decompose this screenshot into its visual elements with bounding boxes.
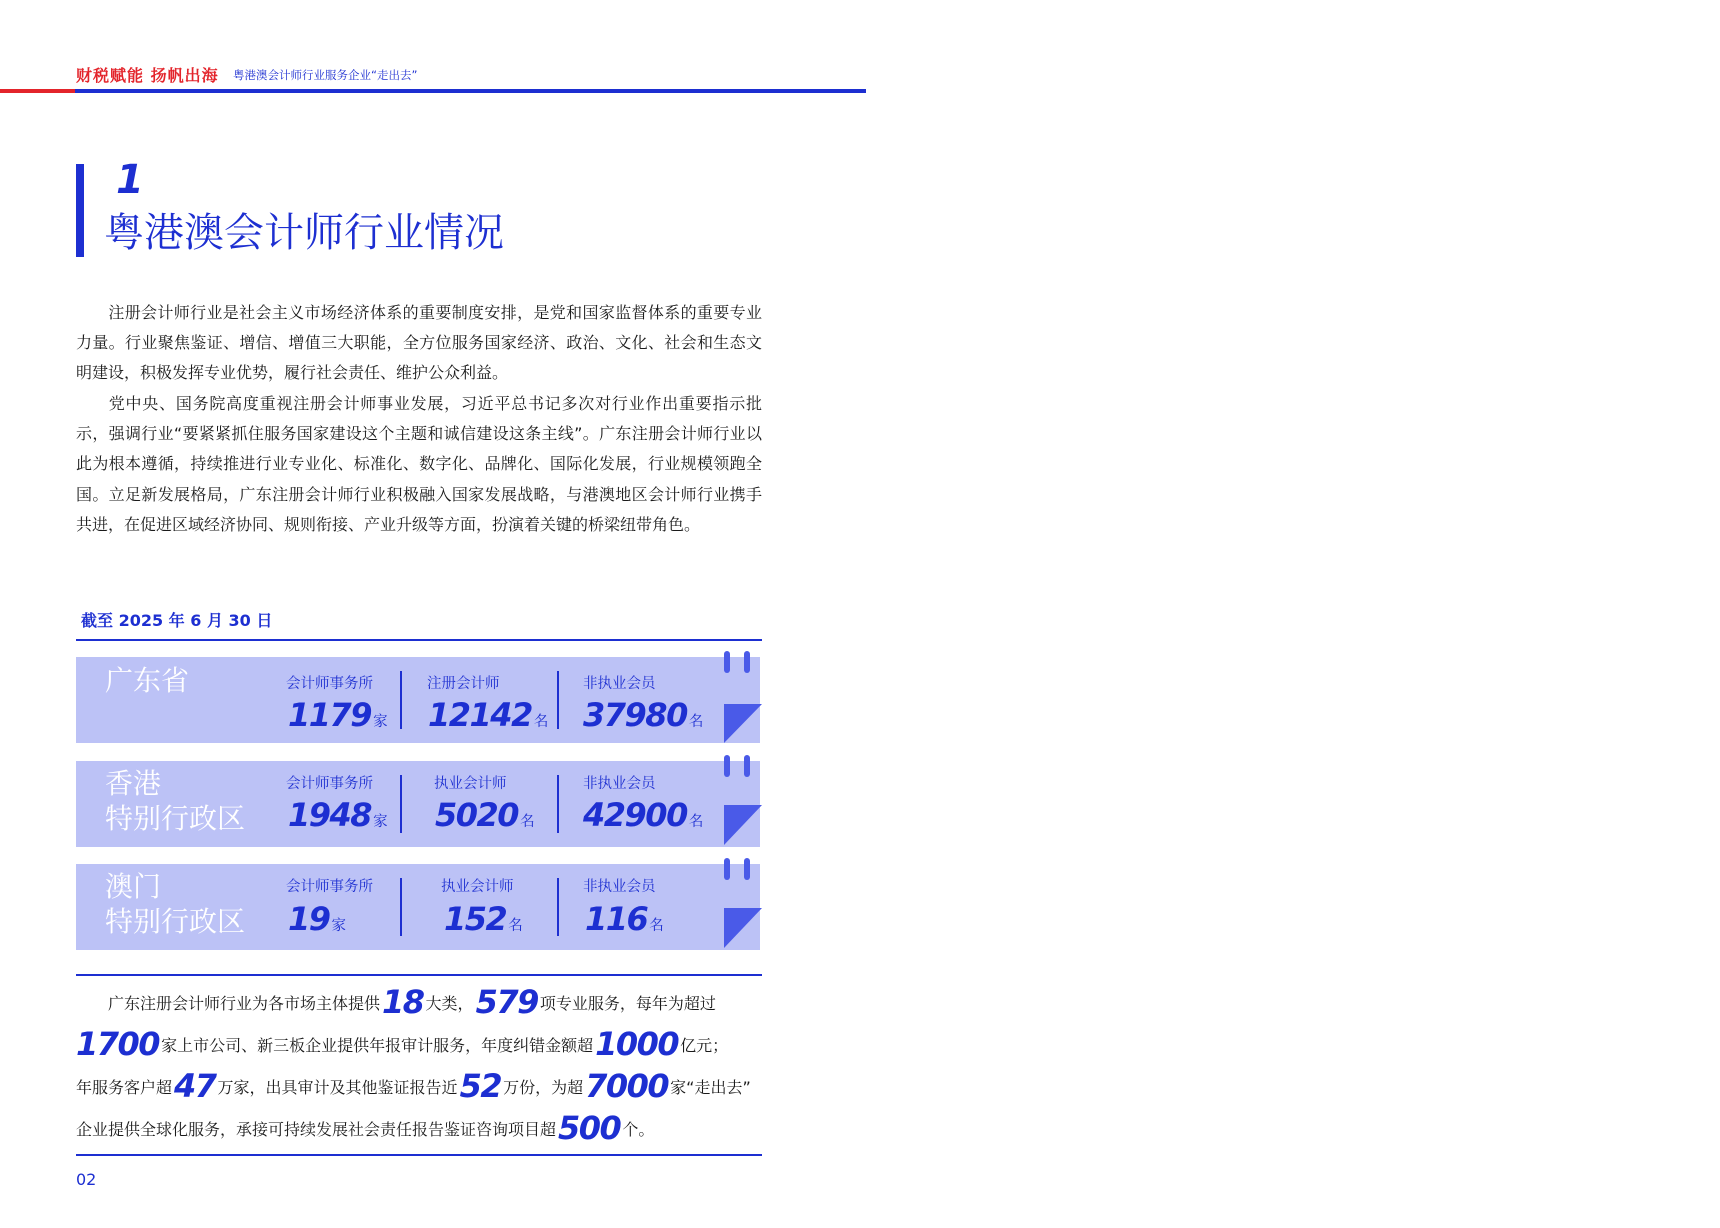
highlight-number: 47 [174, 1067, 216, 1105]
region-name-guangdong: 广东省 [105, 664, 190, 697]
stat-label: 非执业会员 [583, 676, 656, 692]
stat-divider [557, 775, 559, 833]
stat-value: 42900 名 [583, 796, 704, 834]
stat-label: 非执业会员 [583, 776, 656, 792]
paragraph-1-text: 注册会计师行业是社会主义市场经济体系的重要制度安排，是党和国家监督体系的重要专业力量。行业聚焦鉴证、增信、增值三大职能，全方位服务国家经济、政治、文化、社会和生态文明建设，积极发挥专业优势，履行社会责任、维护公众利益。 [76, 303, 762, 383]
summary-line-1: 广东注册会计师行业为各市场主体提供18 大类，579 项专业服务，每年为超过 [108, 983, 716, 1021]
paragraph-1 [76, 298, 762, 389]
summary-line-2: 1700 家上市公司、新三板企业提供年报审计服务，年度纠错金额超1000 亿元； [76, 1025, 729, 1063]
summary-line-4: 企业提供全球化服务，承接可持续发展社会责任报告鉴证咨询项目超500 个。 [76, 1109, 655, 1147]
highlight-number: 579 [475, 983, 538, 1021]
section-accent-bar [76, 164, 84, 257]
highlight-number: 52 [459, 1067, 502, 1105]
stats-as-of-date: 截至 2025 年 6 月 30 日 [81, 611, 273, 630]
header-blue-rule [75, 89, 866, 93]
summary-top-rule [76, 974, 762, 976]
stat-value: 12142 名 [428, 696, 549, 734]
stat-divider [557, 671, 559, 729]
highlight-number: 7000 [585, 1067, 669, 1105]
stat-label: 会计师事务所 [286, 879, 373, 895]
highlight-number: 1700 [76, 1025, 160, 1063]
stats-top-rule [76, 639, 762, 641]
highlight-number: 1000 [595, 1025, 679, 1063]
page-number: 02 [76, 1170, 97, 1189]
section-number: 1 [116, 157, 144, 203]
stat-label: 执业会计师 [434, 776, 507, 792]
stat-value: 1948 家 [288, 796, 388, 834]
stat-value: 116 名 [585, 900, 664, 938]
stat-divider [400, 671, 402, 729]
stat-divider [400, 775, 402, 833]
region-name-hongkong-line1: 香港 [105, 767, 162, 800]
paragraph-2-text: 党中央、国务院高度重视注册会计师事业发展，习近平总书记多次对行业作出重要指示批示，强调行业“要紧紧抓住服务国家建设这个主题和诚信建设这条主线”。广东注册会计师行业以此为根本遵循，持续推进行业专业化、标准化、数字化、品牌化、国际化发展，行业规模领跑全国。立足新发展格局，广东注册会计师行业积极融入国家发展战略，与港澳地区会计师行业携手共进，在促进区域经济协同、规则衔接、产业升级等方面，扮演着关键的桥梁纽带角色。 [76, 394, 762, 534]
stat-label: 非执业会员 [583, 879, 656, 895]
header-red-rule [0, 89, 75, 93]
header-subtitle: 粤港澳会计师行业服务企业“走出去” [233, 68, 418, 82]
region-name-macao-line1: 澳门 [105, 870, 162, 903]
stat-label: 会计师事务所 [286, 776, 373, 792]
summary-line-3: 年服务客户超47 万家，出具审计及其他鉴证报告近52 万份，为超7000 家“走出去” [76, 1067, 751, 1105]
stat-value: 19 家 [288, 900, 347, 938]
stat-divider [400, 878, 402, 936]
folded-corner-icon [722, 858, 764, 954]
region-name-macao-line2: 特别行政区 [105, 905, 246, 938]
paragraph-2 [76, 389, 762, 540]
stat-value: 37980 名 [583, 696, 704, 734]
stat-label: 注册会计师 [427, 676, 500, 692]
header-brand: 财税赋能 扬帆出海 [76, 66, 219, 85]
folded-corner-icon [722, 755, 764, 851]
region-name-hongkong-line2: 特别行政区 [105, 802, 246, 835]
stat-value: 1179 家 [288, 696, 388, 734]
section-title: 粤港澳会计师行业情况 [104, 210, 504, 256]
stat-value: 5020 名 [435, 796, 535, 834]
highlight-number: 18 [382, 983, 424, 1021]
stat-divider [557, 878, 559, 936]
summary-bottom-rule [76, 1154, 762, 1156]
stat-label: 会计师事务所 [286, 676, 373, 692]
folded-corner-icon [722, 651, 764, 747]
stat-value: 152 名 [444, 900, 523, 938]
stat-label: 执业会计师 [441, 879, 514, 895]
highlight-number: 500 [558, 1109, 621, 1147]
